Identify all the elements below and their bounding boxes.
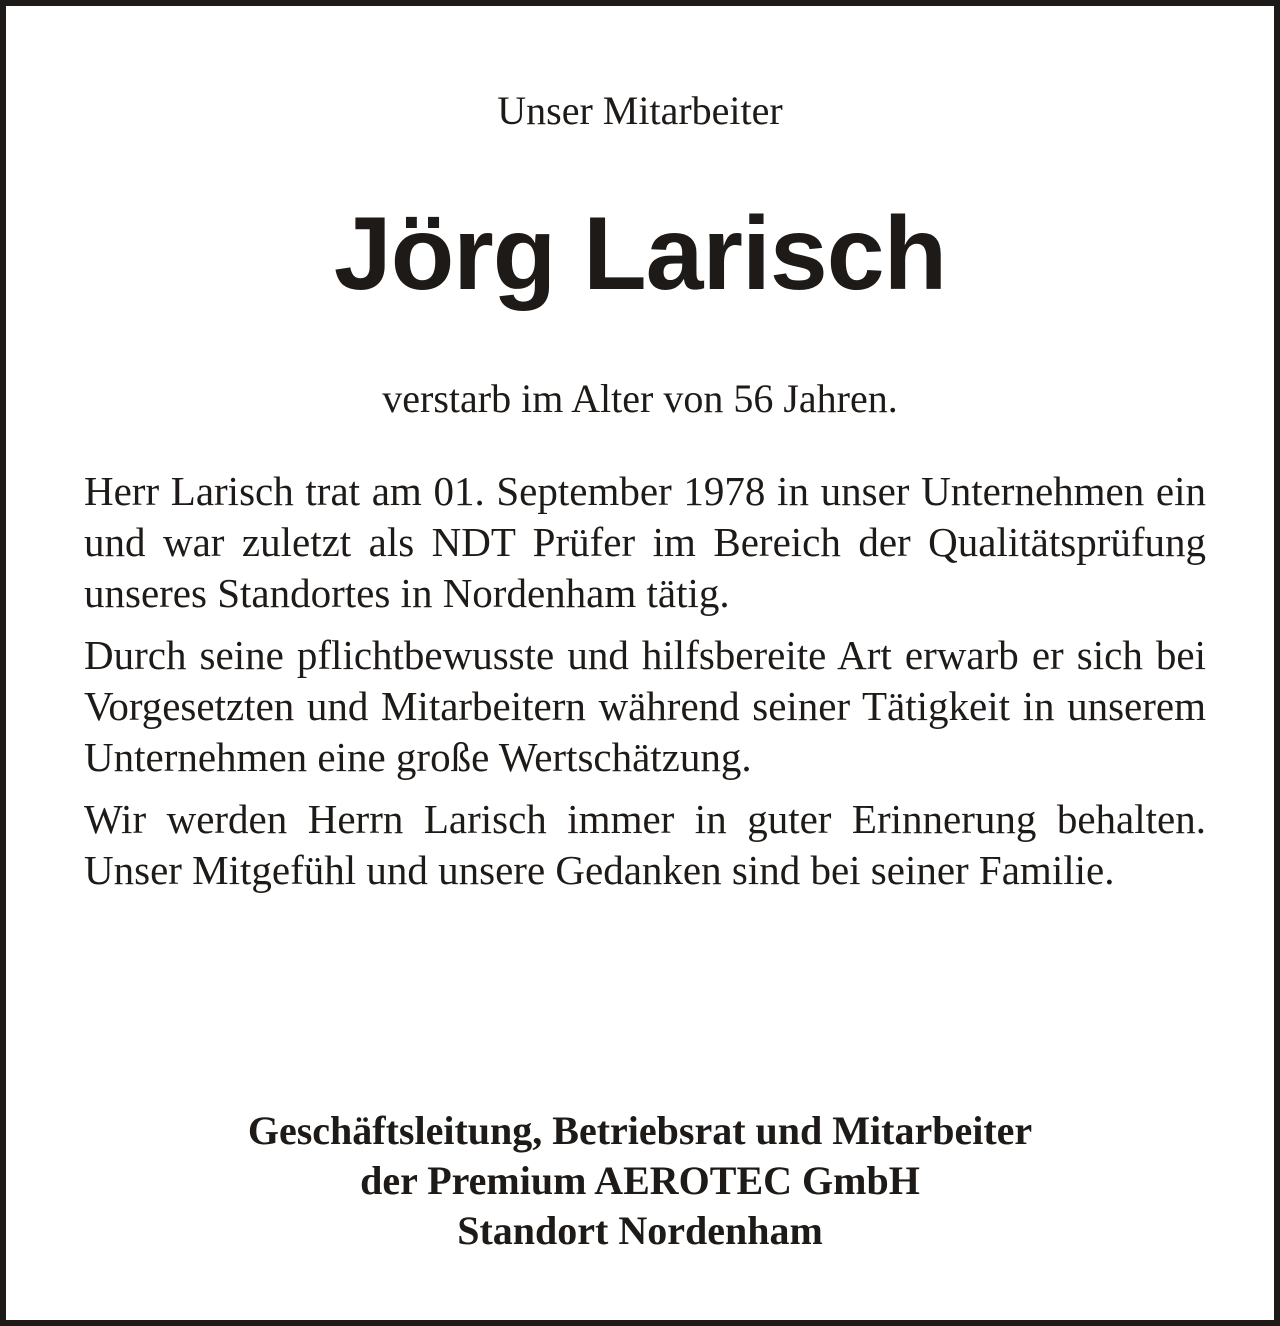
- deceased-name: Jörg Larisch: [333, 196, 947, 312]
- paragraph-employment: Herr Larisch trat am 01. September 1978 in unser Unternehmen ein und war zuletzt als NDT Prüfer im Bereich der Qualitätsprüfung unseres Standortes in Nordenham tätig.: [84, 468, 1206, 616]
- signature-line: der Premium AEROTEC GmbH: [360, 1158, 920, 1203]
- signature-line: Geschäftsleitung, Betriebsrat und Mitarbeiter: [247, 1108, 1033, 1153]
- paragraph-character: Durch seine pflichtbewusste und hilfsbereite Art erwarb er sich bei Vorgesetzten und Mitarbeitern während seiner Tätigkeit in unserem Unternehmen eine große Wertschätzung.: [84, 632, 1206, 780]
- notice-body: [84, 466, 1206, 907]
- intro-line: Unser Mitarbeiter: [497, 88, 783, 133]
- age-line: verstarb im Alter von 56 Jahren.: [382, 376, 898, 421]
- signature-block: [6, 1106, 1274, 1256]
- signature-line: Standort Nordenham: [457, 1208, 823, 1253]
- paragraph-remembrance: Wir werden Herrn Larisch immer in guter Erinnerung behalten. Unser Mitgefühl und unsere Gedanken sind bei seiner Familie.: [84, 796, 1206, 893]
